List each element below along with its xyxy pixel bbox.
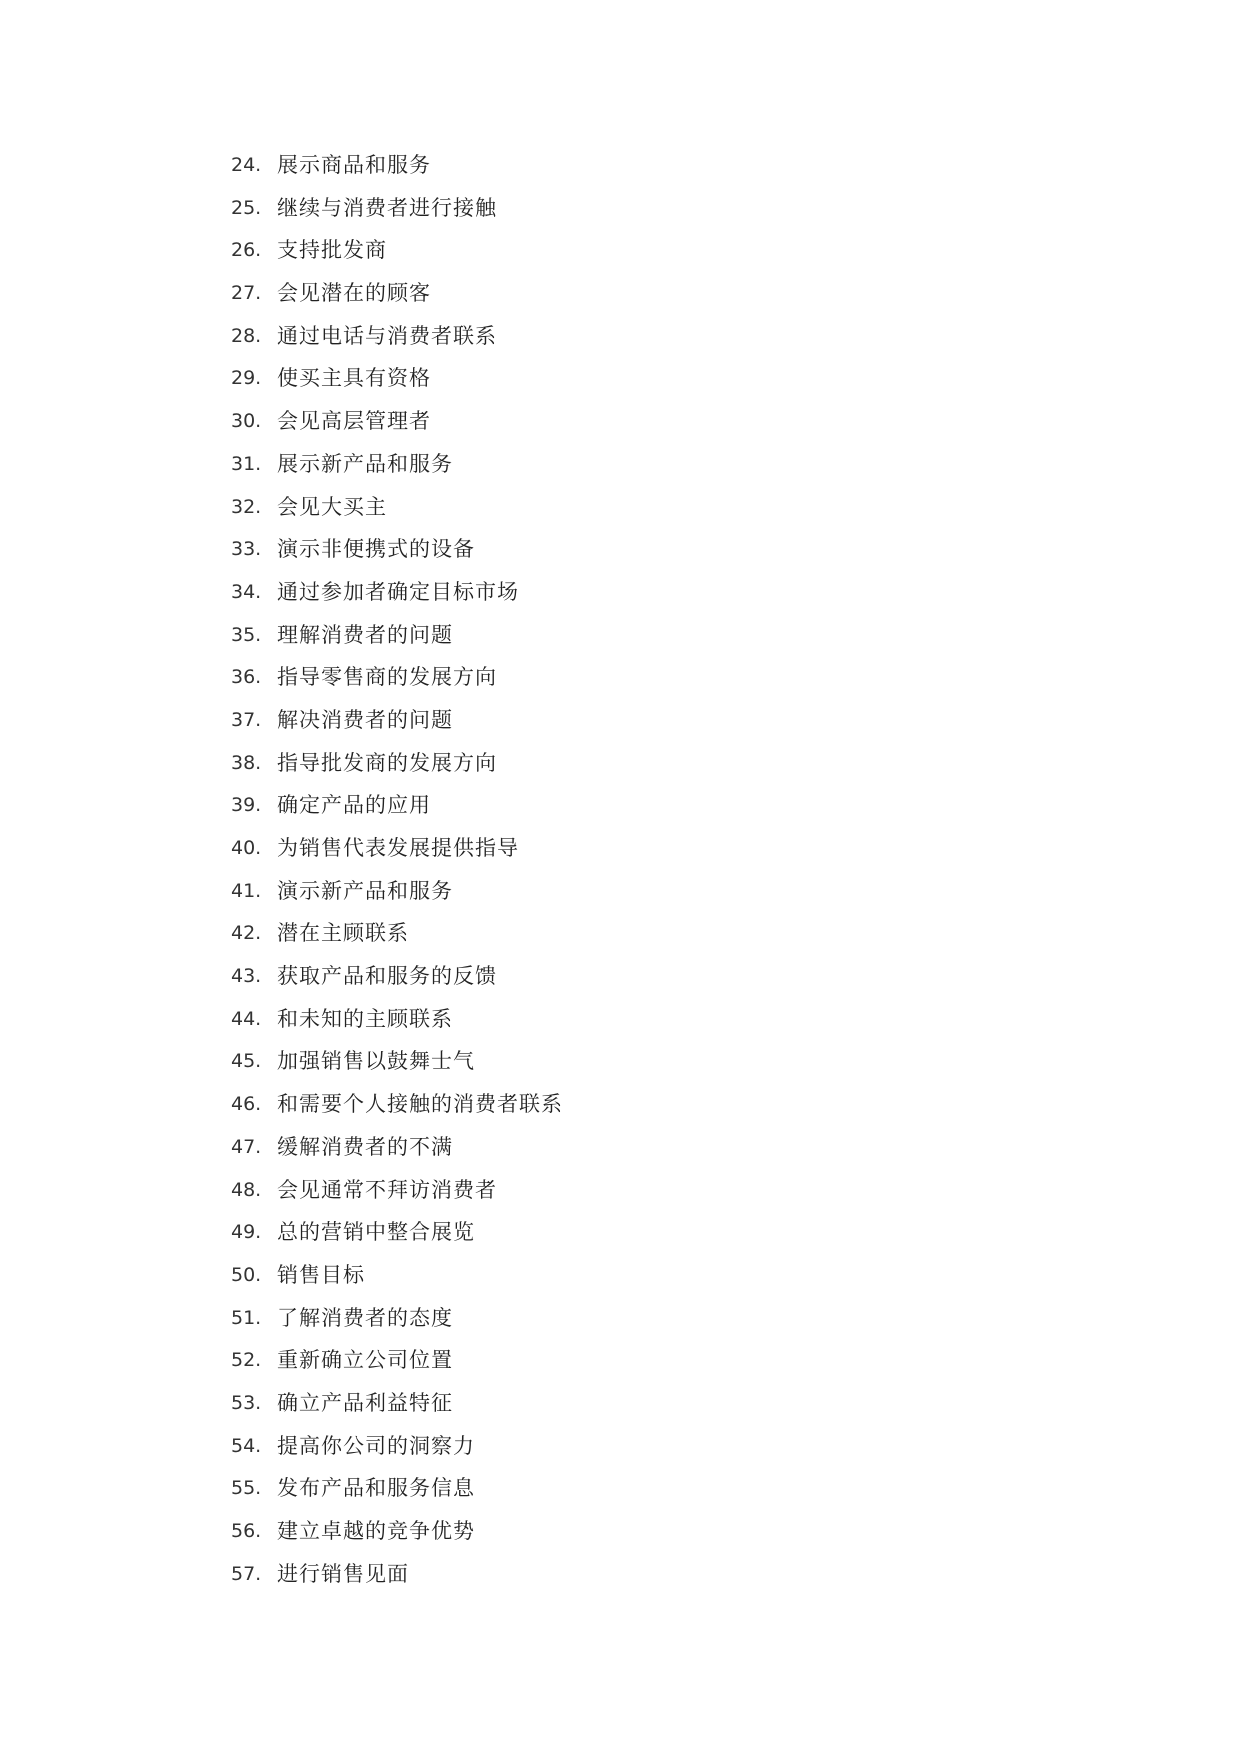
- list-item: [231, 187, 563, 230]
- item-number: 32.: [231, 495, 262, 518]
- item-number: 53.: [231, 1391, 262, 1414]
- list-item: [231, 742, 563, 785]
- item-text: 使买主具有资格: [277, 366, 431, 391]
- item-number: 48.: [231, 1178, 262, 1201]
- list-item: [231, 400, 563, 443]
- item-number: 25.: [231, 196, 262, 219]
- list-item: [231, 1297, 563, 1340]
- list-item: [231, 315, 563, 358]
- item-text: 和未知的主顾联系: [277, 1006, 453, 1031]
- list-item: [231, 1382, 563, 1425]
- item-text: 确立产品利益特征: [277, 1390, 453, 1415]
- list-item: [231, 1083, 563, 1126]
- item-number: 30.: [231, 410, 262, 433]
- item-text: 支持批发商: [277, 238, 387, 263]
- item-text: 通过电话与消费者联系: [277, 323, 497, 348]
- item-text: 演示非便携式的设备: [277, 537, 475, 562]
- list-item: [231, 528, 563, 571]
- item-number: 52.: [231, 1349, 262, 1372]
- item-text: 演示新产品和服务: [277, 878, 453, 903]
- item-text: 提高你公司的洞察力: [277, 1433, 475, 1458]
- list-item: [231, 1126, 563, 1169]
- item-number: 43.: [231, 965, 262, 988]
- item-number: 39.: [231, 794, 262, 817]
- list-item: [231, 486, 563, 529]
- list-item: [231, 357, 563, 400]
- item-number: 31.: [231, 452, 262, 475]
- item-text: 指导零售商的发展方向: [277, 665, 497, 690]
- item-text: 为销售代表发展提供指导: [277, 836, 519, 860]
- list-item: [231, 229, 563, 272]
- item-text: 建立卓越的竞争优势: [277, 1519, 475, 1543]
- item-text: 理解消费者的问题: [277, 622, 453, 647]
- item-number: 36.: [231, 666, 262, 689]
- item-number: 24.: [231, 154, 262, 176]
- item-text: 和需要个人接触的消费者联系: [277, 1092, 563, 1117]
- item-text: 进行销售见面: [277, 1561, 409, 1586]
- item-text: 展示商品和服务: [277, 153, 431, 177]
- item-text: 获取产品和服务的反馈: [277, 964, 497, 989]
- item-number: 37.: [231, 708, 262, 731]
- item-text: 销售目标: [277, 1262, 365, 1287]
- item-text: 潜在主顾联系: [277, 921, 409, 946]
- item-text: 了解消费者的态度: [277, 1305, 453, 1330]
- list-item: [231, 827, 563, 870]
- item-text: 加强销售以鼓舞士气: [277, 1049, 475, 1074]
- item-number: 26.: [231, 239, 262, 262]
- list-item: [231, 1467, 563, 1510]
- list-item: [231, 443, 563, 486]
- list-item: [231, 955, 563, 998]
- item-text: 确定产品的应用: [277, 793, 431, 818]
- item-number: 57.: [231, 1562, 262, 1585]
- item-number: 41.: [231, 879, 262, 902]
- item-text: 展示新产品和服务: [277, 451, 453, 476]
- item-number: 49.: [231, 1221, 262, 1244]
- item-number: 50.: [231, 1263, 262, 1286]
- list-item: [231, 1339, 563, 1382]
- item-number: 44.: [231, 1007, 262, 1030]
- item-text: 会见高层管理者: [277, 409, 431, 434]
- item-text: 会见潜在的顾客: [277, 281, 431, 306]
- list-item: [231, 784, 563, 827]
- item-number: 34.: [231, 580, 262, 603]
- item-number: 27.: [231, 282, 262, 305]
- item-number: 42.: [231, 922, 262, 945]
- list-item: [231, 272, 563, 315]
- item-number: 47.: [231, 1135, 262, 1158]
- list-item: [231, 870, 563, 913]
- list-item: [231, 1510, 563, 1553]
- item-number: 56.: [231, 1520, 262, 1542]
- item-text: 总的营销中整合展览: [277, 1220, 475, 1245]
- item-number: 35.: [231, 623, 262, 646]
- item-number: 33.: [231, 538, 262, 561]
- item-text: 会见大买主: [277, 494, 387, 519]
- item-number: 51.: [231, 1306, 262, 1329]
- item-text: 解决消费者的问题: [277, 707, 453, 732]
- item-number: 40.: [231, 837, 262, 859]
- item-text: 发布产品和服务信息: [277, 1476, 475, 1501]
- list-item: [231, 144, 563, 187]
- item-number: 29.: [231, 367, 262, 390]
- item-number: 46.: [231, 1093, 262, 1116]
- list-item: [231, 571, 563, 614]
- list-item: [231, 699, 563, 742]
- list-item: [231, 1211, 563, 1254]
- list-item: [231, 912, 563, 955]
- list-item: [231, 998, 563, 1041]
- item-number: 28.: [231, 324, 262, 347]
- item-text: 继续与消费者进行接触: [277, 195, 497, 220]
- list-item: [231, 614, 563, 657]
- item-number: 55.: [231, 1477, 262, 1500]
- item-number: 38.: [231, 751, 262, 774]
- list-item: [231, 1169, 563, 1212]
- item-text: 指导批发商的发展方向: [277, 750, 497, 775]
- item-text: 重新确立公司位置: [277, 1348, 453, 1373]
- item-text: 缓解消费者的不满: [277, 1134, 453, 1159]
- item-text: 会见通常不拜访消费者: [277, 1177, 497, 1202]
- item-number: 45.: [231, 1050, 262, 1073]
- list-item: [231, 1040, 563, 1083]
- item-number: 54.: [231, 1434, 262, 1457]
- list-item: [231, 1254, 563, 1297]
- list-item: [231, 656, 563, 699]
- item-text: 通过参加者确定目标市场: [277, 579, 519, 604]
- list-item: [231, 1425, 563, 1468]
- numbered-list: [231, 144, 563, 1595]
- list-item: [231, 1553, 563, 1596]
